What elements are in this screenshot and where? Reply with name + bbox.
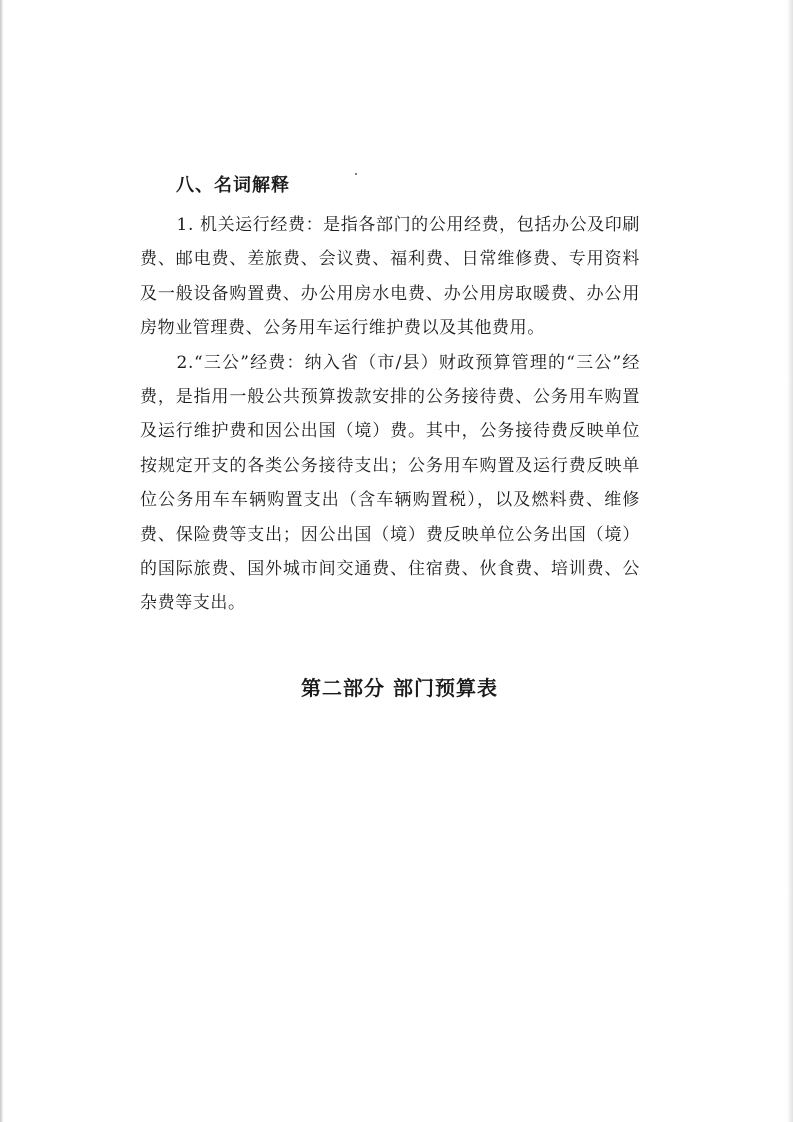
definitions-body bbox=[140, 208, 640, 621]
definition-paragraph-2: 2.“三公”经费：纳入省（市/县）财政预算管理的“三公”经费，是指用一般公共预算拨款安排的公务接待费、公务用车购置及运行维护费和因公出国（境）费。其中，公务接待费反映单位按规定开支的各类公务接待支出；公务用车购置及运行费反映单位公务用车车辆购置支出（含车辆购置税），以及燃料费、维修费、保险费等支出；因公出国（境）费反映单位公务出国（境）的国际旅费、国外城市间交通费、住宿费、伙食费、培训费、公杂费等支出。 bbox=[140, 352, 640, 614]
scan-edge-right bbox=[787, 0, 793, 1122]
part-title: 第二部分 部门预算表 bbox=[301, 676, 498, 700]
scan-edge-left bbox=[0, 0, 3, 1122]
section-heading: 八、名词解释 bbox=[176, 175, 290, 196]
definition-paragraph-1: 1. 机关运行经费：是指各部门的公用经费，包括办公及印刷费、邮电费、差旅费、会议费、福利费、日常维修费、专用资料及一般设备购置费、办公用房水电费、办公用房取暖费、办公用房物业管理费、公务用车运行维护费以及其他费用。 bbox=[140, 215, 640, 339]
